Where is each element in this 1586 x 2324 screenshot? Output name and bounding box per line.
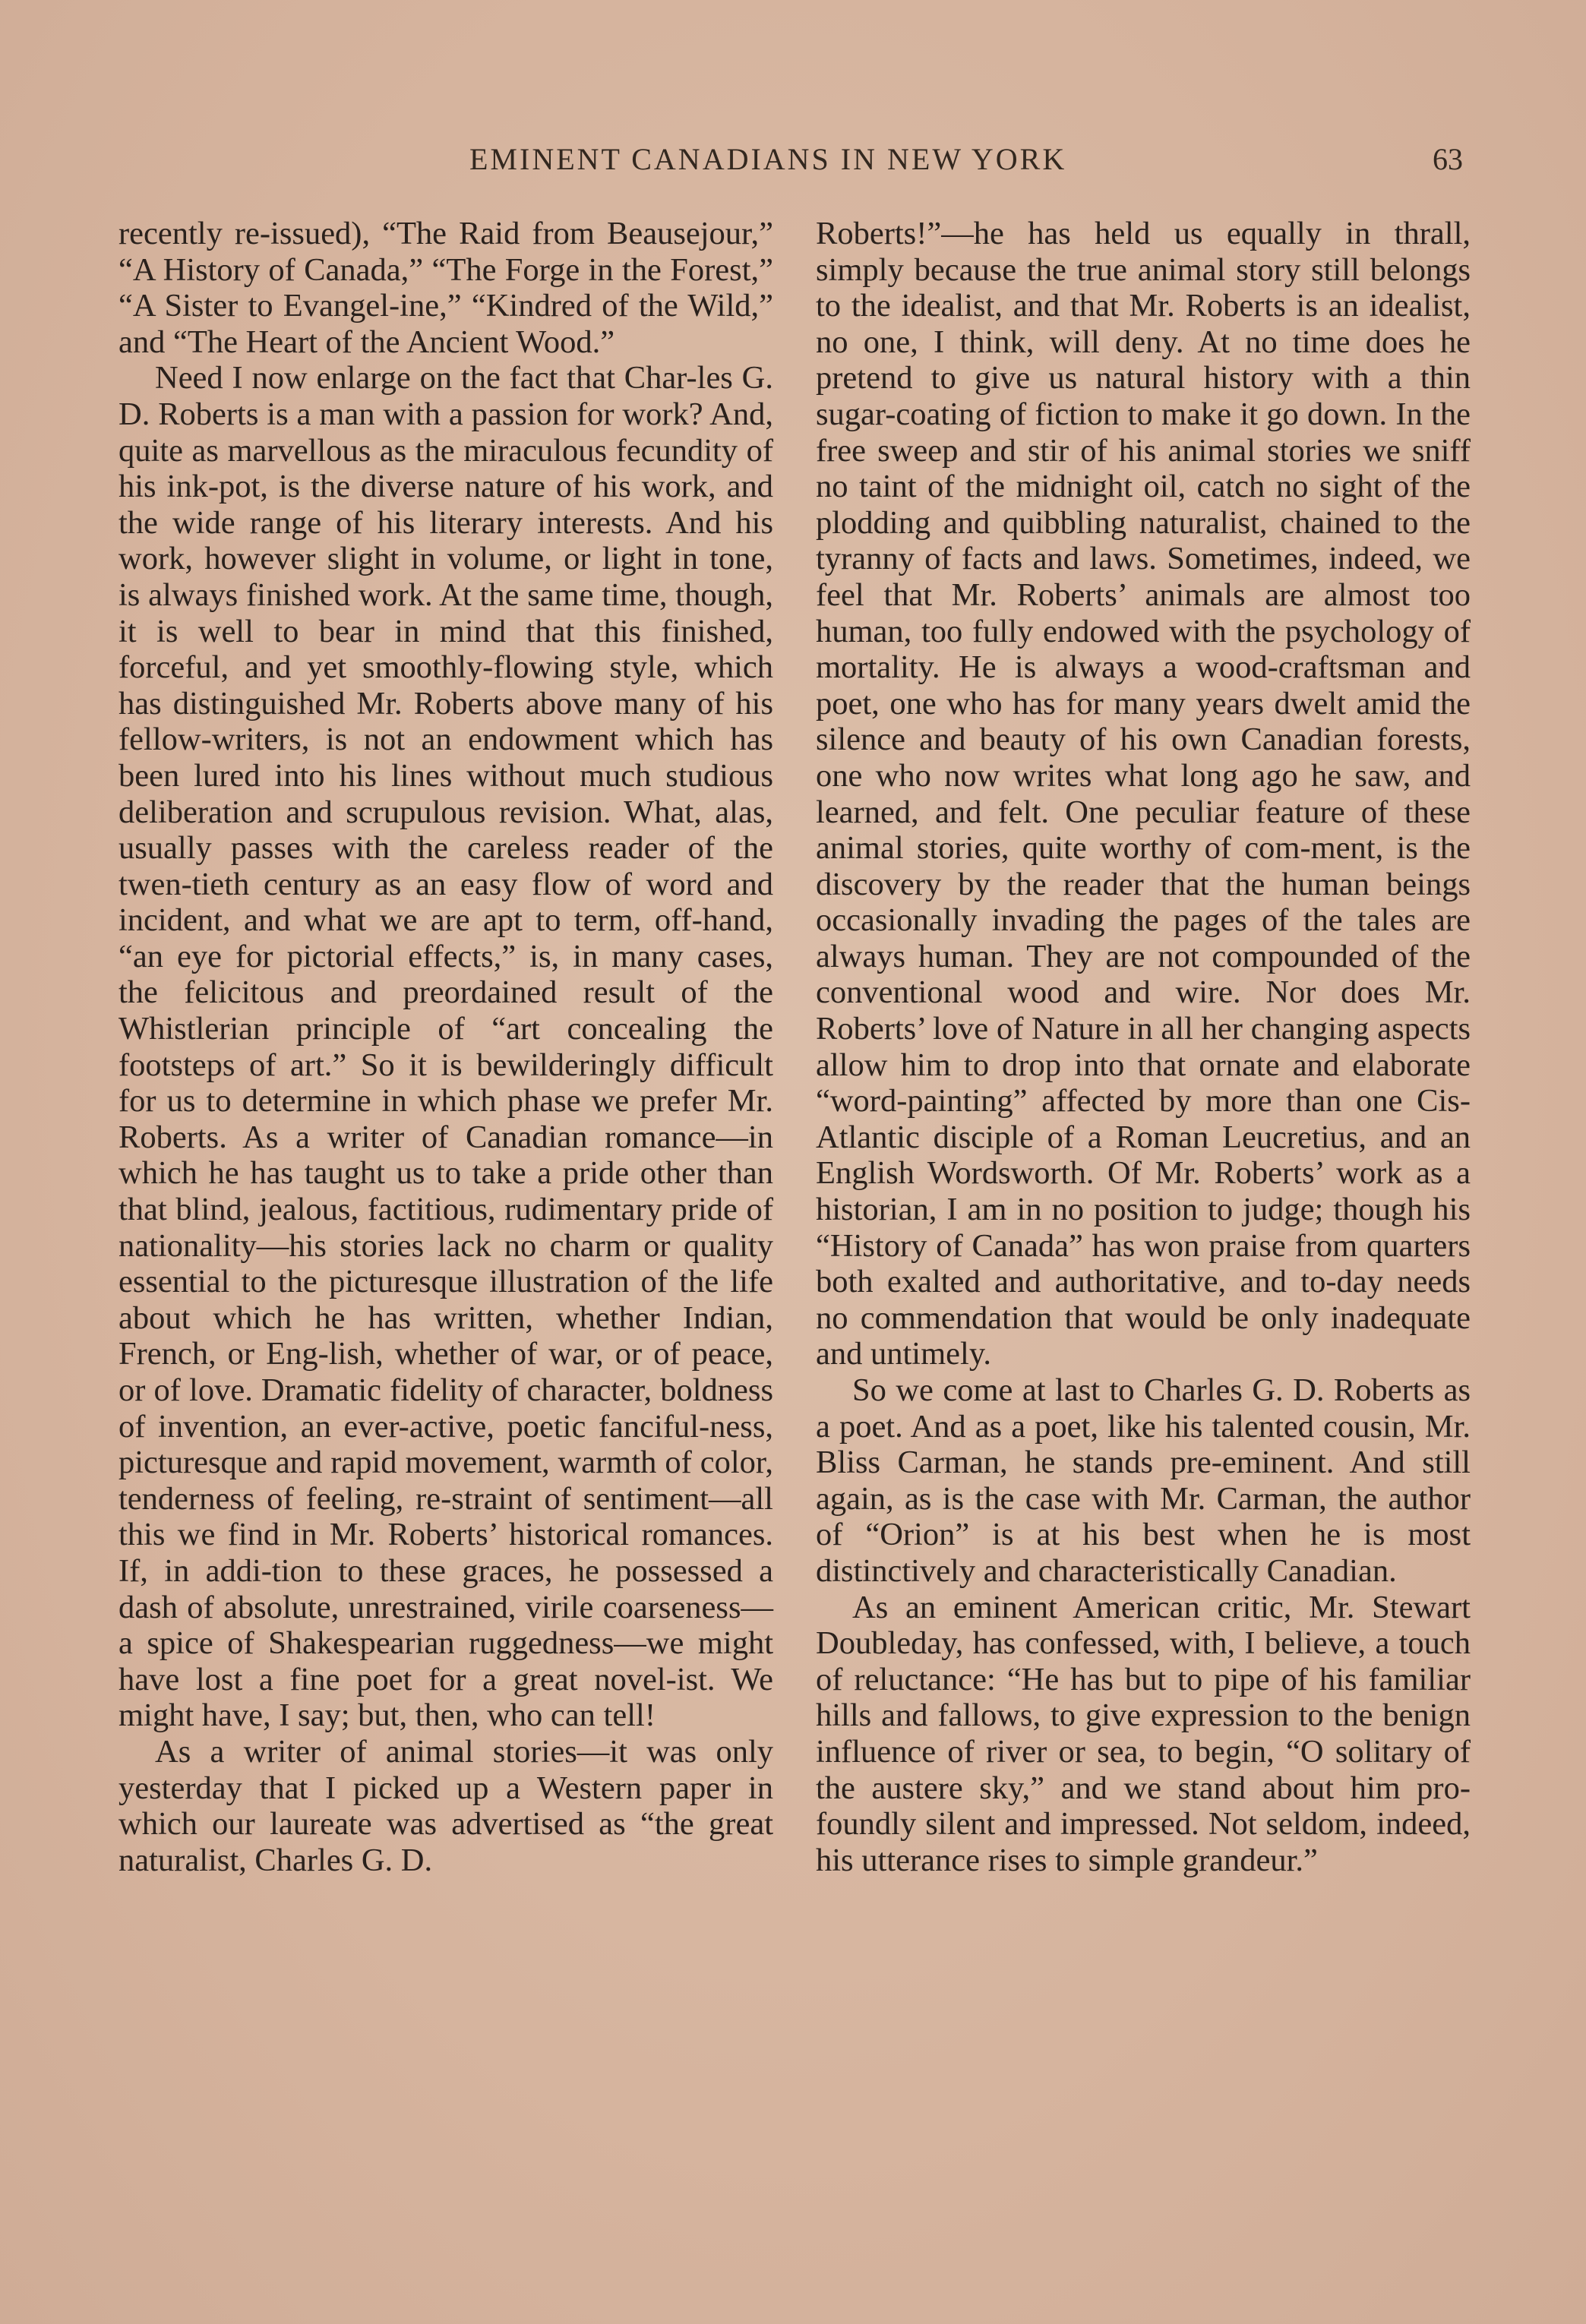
paragraph: recently re-issued), “The Raid from Beausejour,” “A History of Canada,” “The Forge in the Forest,” “A Sister to Evangel-ine,” “Kindred of the Wild,” and “The Heart of the Ancient Wood.”: [118, 216, 773, 360]
running-title: EMINENT CANADIANS IN NEW YORK: [469, 142, 1067, 176]
left-column: [118, 216, 773, 1878]
paragraph: Need I now enlarge on the fact that Char-les G. D. Roberts is a man with a passion for work? And, quite as marvellous as the miraculous fecundity of his ink-pot, is the diverse nature of his work, and the wide range of his literary interests. And his work, however slight in volume, or light in tone, is always finished work. At the same time, though, it is well to bear in mind that this finished, forceful, and yet smoothly-flowing style, which has distinguished Mr. Roberts above many of his fellow-writers, is not an endowment which has been lured into his lines without much studious deliberation and scrupulous revision. What, alas, usually passes with the careless reader of the twen-tieth century as an easy flow of word and incident, and what we are apt to term, off-hand, “an eye for pictorial effects,” is, in many cases, the felicitous and preordained result of the Whistlerian principle of “art concealing the footsteps of art.” So it is bewilderingly difficult for us to determine in which phase we prefer Mr. Roberts. As a writer of Canadian romance—in which he has taught us to take a pride other than that blind, jealous, factitious, rudimentary pride of nationality—his stories lack no charm or quality essential to the picturesque illustration of the life about which he has written, whether Indian, French, or Eng-lish, whether of war, or of peace, or of love. Dramatic fidelity of character, boldness of invention, an ever-active, poetic fanciful-ness, picturesque and rapid movement, warmth of color, tenderness of feeling, re-straint of sentiment—all this we find in Mr. Roberts’ historical romances. If, in addi-tion to these graces, he possessed a dash of absolute, unrestrained, virile coarseness—a spice of Shakespearian ruggedness—we might have lost a fine poet for a great novel-ist. We might have, I say; but, then, who can tell!: [118, 360, 773, 1734]
page-number: 63: [1433, 142, 1463, 176]
paragraph: Roberts!”—he has held us equally in thrall, simply because the true animal story still belongs to the idealist, and that Mr. Roberts is an idealist, no one, I think, will deny. At no time does he pretend to give us natural history with a thin sugar-coating of fiction to make it go down. In the free sweep and stir of his animal stories we sniff no taint of the midnight oil, catch no sight of the plodding and quibbling naturalist, chained to the tyranny of facts and laws. Sometimes, indeed, we feel that Mr. Roberts’ animals are almost too human, too fully endowed with the psychology of mortality. He is always a wood-craftsman and poet, one who has for many years dwelt amid the silence and beauty of his own Canadian forests, one who now writes what long ago he saw, and learned, and felt. One peculiar feature of these animal stories, quite worthy of com-ment, is the discovery by the reader that the human beings occasionally invading the pages of the tales are always human. They are not compounded of the conventional wood and wire. Nor does Mr. Roberts’ love of Nature in all her changing aspects allow him to drop into that ornate and elaborate “word-painting” affected by more than one Cis-Atlantic disciple of a Roman Leucretius, and an English Wordsworth. Of Mr. Roberts’ work as a historian, I am in no position to judge; though his “History of Canada” has won praise from quarters both exalted and authoritative, and to-day needs no commendation that would be only inadequate and untimely.: [816, 216, 1471, 1372]
right-column: [816, 216, 1471, 1878]
running-head: [0, 141, 1586, 187]
paragraph: So we come at last to Charles G. D. Roberts as a poet. And as a poet, like his talented cousin, Mr. Bliss Carman, he stands pre-eminent. And still again, as is the case with Mr. Carman, the author of “Orion” is at his best when he is most distinctively and characteristically Canadian.: [816, 1372, 1471, 1589]
paragraph: As an eminent American critic, Mr. Stewart Doubleday, has confessed, with, I believe, a touch of reluctance: “He has but to pipe of his familiar hills and fallows, to give expression to the benign influence of river or sea, to begin, “O solitary of the austere sky,” and we stand about him pro-foundly silent and impressed. Not seldom, indeed, his utterance rises to simple grandeur.”: [816, 1589, 1471, 1878]
paragraph: As a writer of animal stories—it was only yesterday that I picked up a Western paper in which our laureate was advertised as “the great naturalist, Charles G. D.: [118, 1733, 773, 1878]
